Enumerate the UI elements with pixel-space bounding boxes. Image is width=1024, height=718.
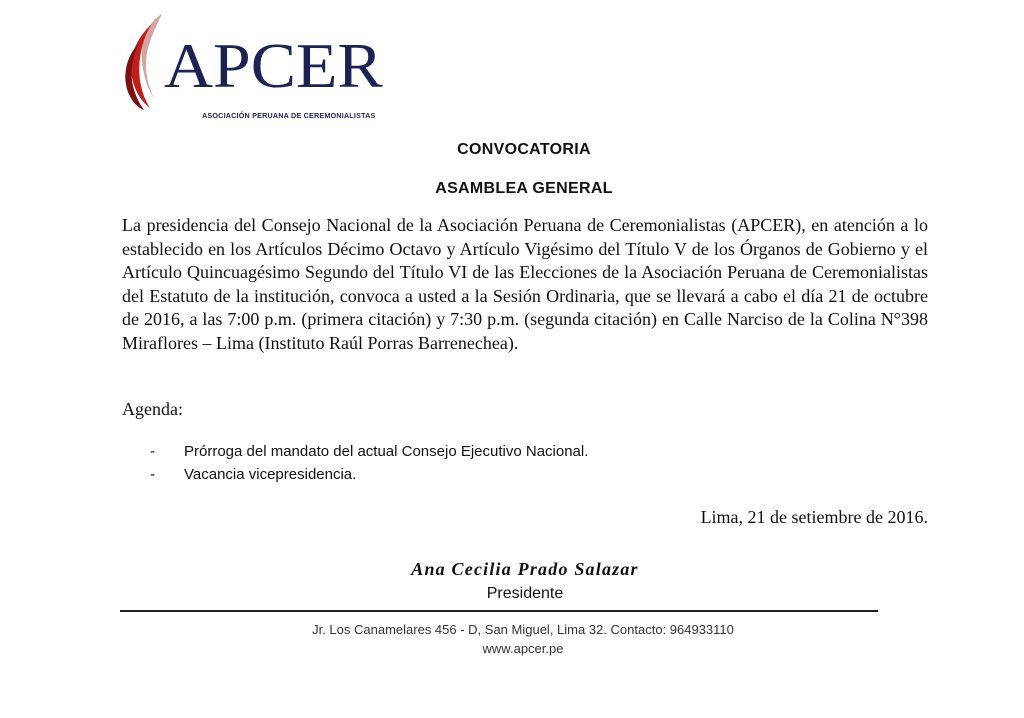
signature-role: Presidente	[486, 585, 564, 602]
document-subtitle: ASAMBLEA GENERAL	[435, 180, 613, 197]
bullet-dash: -	[150, 443, 155, 460]
list-item	[150, 463, 588, 486]
agenda-item-text: Prórroga del mandato del actual Consejo Ejecutivo Nacional.	[184, 443, 589, 460]
agenda-item-text: Vacancia vicepresidencia.	[184, 466, 357, 483]
convocation-body: La presidencia del Consejo Nacional de la Asociación Peruana de Ceremonialistas (APCER), en atención a lo establecido en los Artículos Décimo Octavo y Artículo Vigésimo del Título V de los Órganos de Gobierno y el Artículo Quincuagésimo Segundo del Título VI de las Elecciones de la Asociación Peruana de Ceremonialistas del Estatuto de la institución, convoca a usted a la Sesión Ordinaria, que se llevará a cabo el día 21 de octubre de 2016, a las 7:00 p.m. (primera citación) y 7:30 p.m. (segunda citación) en Calle Narciso de la Colina N°398 Miraflores – Lima (Instituto Raúl Porras Barrenechea).	[122, 215, 928, 353]
logo-wordmark: APCER	[164, 30, 383, 101]
apcer-logo	[118, 12, 418, 120]
agenda-label: Agenda:	[122, 399, 183, 419]
footer-address: Jr. Los Canamelares 456 - D, San Miguel, Lima 32. Contacto: 964933110	[312, 622, 734, 637]
signature-name: Ana Cecilia Prado Salazar	[411, 559, 639, 579]
footer-divider	[120, 610, 878, 612]
logo-tagline: ASOCIACIÓN PERUANA DE CEREMONIALISTAS	[202, 111, 376, 120]
flame-light-stroke	[142, 14, 162, 98]
document-date: Lima, 21 de setiembre de 2016.	[700, 507, 928, 527]
bullet-dash: -	[150, 466, 155, 483]
agenda-list	[150, 440, 588, 486]
document-title: CONVOCATORIA	[457, 141, 591, 158]
list-item	[150, 440, 588, 463]
footer-website: www.apcer.pe	[482, 641, 564, 656]
